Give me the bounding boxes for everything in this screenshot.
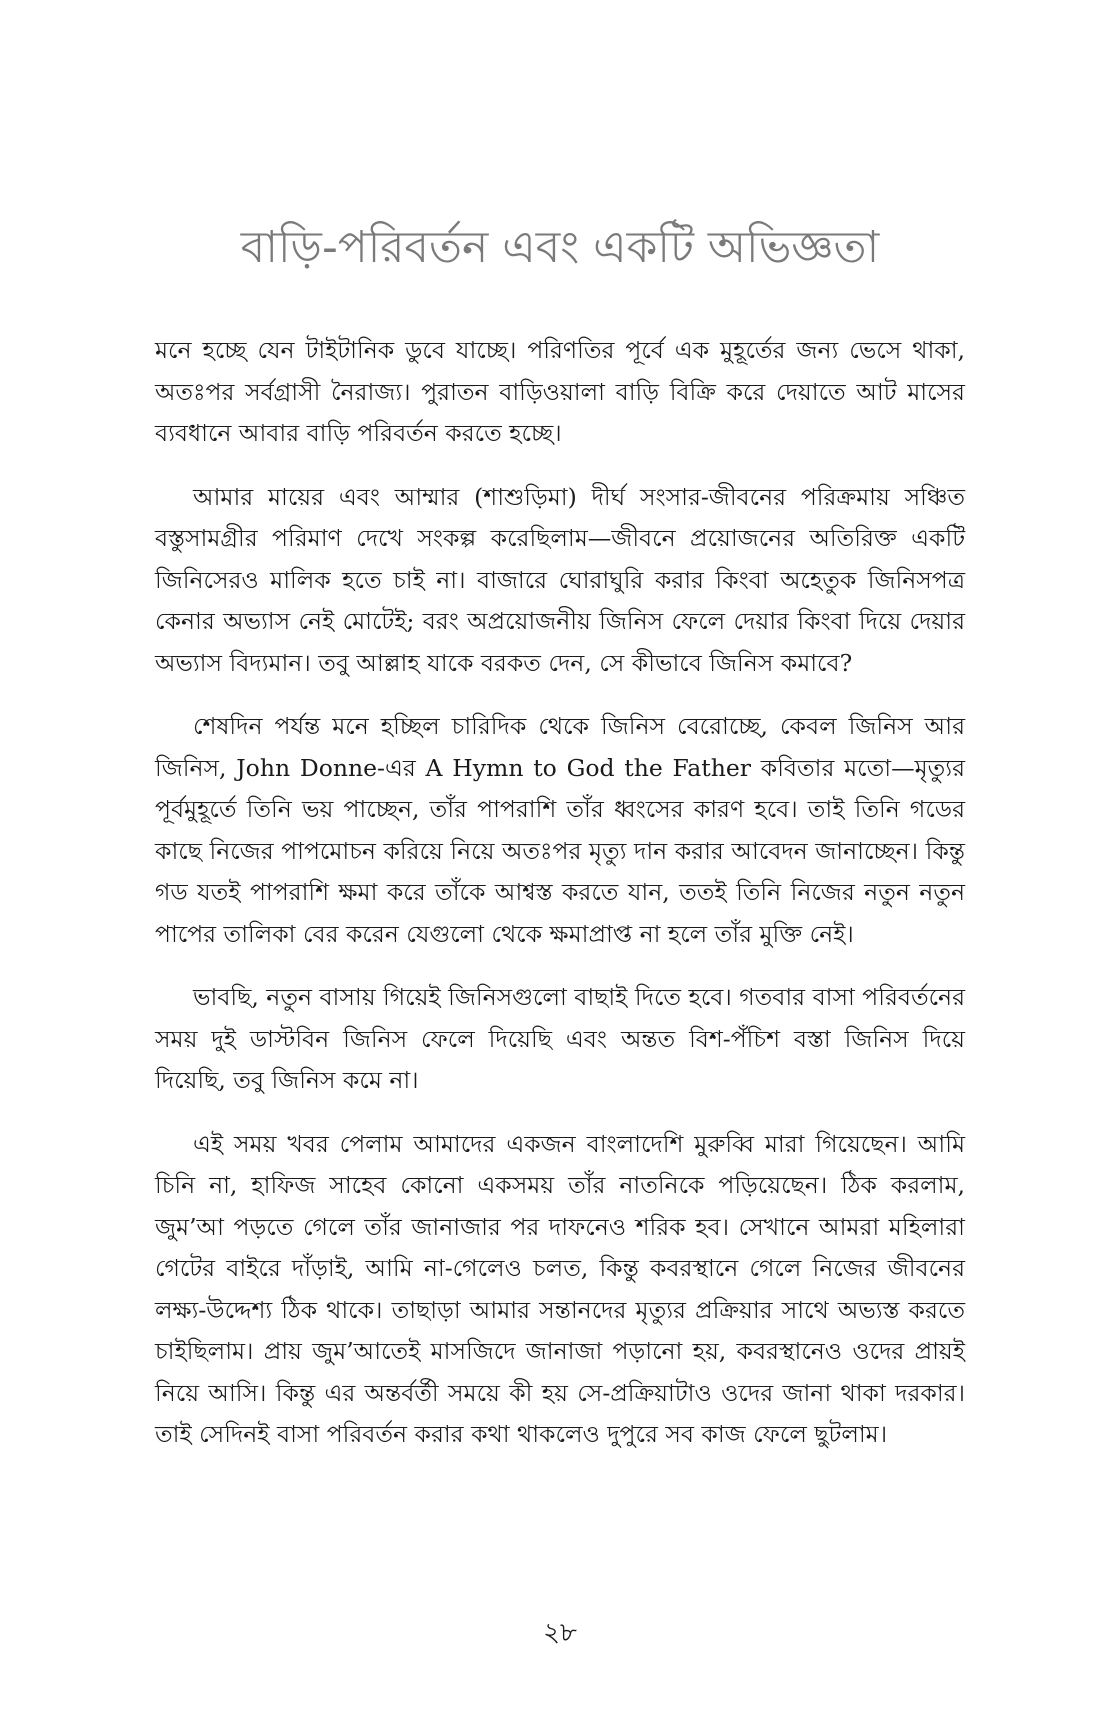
chapter-title: বাড়ি-পরিবর্তন এবং একটি অভিজ্ঞতা — [240, 222, 880, 273]
paragraph-4: ভাবছি, নতুন বাসায় গিয়েই জিনিসগুলো বাছাই দিতে হবে। গতবার বাসা পরিবর্তনের সময় দুই ডাস্টবিন জিনিস ফেলে দিয়েছি এবং অন্তত বিশ-পঁচিশ বস্তা জিনিস দিয়ে দিয়েছি, তবু জিনিস কমে না। — [155, 983, 965, 1094]
paragraph-5: এই সময় খবর পেলাম আমাদের একজন বাংলাদেশি মুরুব্বি মারা গিয়েছেন। আমি চিনি না, হাফিজ সাহেব কোনো একসময় তাঁর নাতনিকে পড়িয়েছেন। ঠিক করলাম, জুম’আ পড়তে গেলে তাঁর জানাজার পর দাফনেও শরিক হব। সেখানে আমরা মহিলারা গেটের বাইরে দাঁড়াই, আমি না-গেলেও চলত, কিন্তু কবরস্থানে গেলে নিজের জীবনের লক্ষ্য-উদ্দেশ্য ঠিক থাকে। তাছাড়া আমার সন্তানদের মৃত্যুর প্রক্রিয়ার সাথে অভ্যস্ত করতে চাইছিলাম। প্রায় জুম’আতেই মাসজিদে জানাজা পড়ানো হয়, কবরস্থানেও ওদের প্রায়ই নিয়ে আসি। কিন্তু এর অন্তর্বর্তী সময়ে কী হয় সে-প্রক্রিয়াটাও ওদের জানা থাকা দরকার। তাই সেদিনই বাসা পরিবর্তন করার কথা থাকলেও দুপুরে সব কাজ ফেলে ছুটলাম। — [155, 1129, 965, 1448]
page-number: ২৮ — [543, 1618, 577, 1648]
paragraph-3: শেষদিন পর্যন্ত মনে হচ্ছিল চারিদিক থেকে জিনিস বেরোচ্ছে, কেবল জিনিস আর জিনিস, John Donne-এর A Hymn to God the Father কবিতার মতো—মৃত্যুর পূর্বমুহূর্তে তিনি ভয় পাচ্ছেন, তাঁর পাপরাশি তাঁর ধ্বংসের কারণ হবে। তাই তিনি গডের কাছে নিজের পাপমোচন করিয়ে নিয়ে অতঃপর মৃত্যু দান করার আবেদন জানাচ্ছেন। কিন্তু গড যতই পাপরাশি ক্ষমা করে তাঁকে আশ্বস্ত করতে যান, ততই তিনি নিজের নতুন নতুন পাপের তালিকা বের করেন যেগুলো থেকে ক্ষমাপ্রাপ্ত না হলে তাঁর মুক্তি নেই। — [155, 712, 965, 948]
paragraph-2: আমার মায়ের এবং আম্মার (শাশুড়িমা) দীর্ঘ সংসার-জীবনের পরিক্রমায় সঞ্চিত বস্তুসামগ্রীর পরিমাণ দেখে সংকল্প করেছিলাম—জীবনে প্রয়োজনের অতিরিক্ত একটি জিনিসেরও মালিক হতে চাই না। বাজারে ঘোরাঘুরি করার কিংবা অহেতুক জিনিসপত্র কেনার অভ্যাস নেই মোটেই; বরং অপ্রয়োজনীয় জিনিস ফেলে দেয়ার কিংবা দিয়ে দেয়ার অভ্যাস বিদ্যমান। তবু আল্লাহ যাকে বরকত দেন, সে কীভাবে জিনিস কমাবে? — [155, 482, 965, 677]
body-text — [155, 330, 965, 1478]
paragraph-1: মনে হচ্ছে যেন টাইটানিক ডুবে যাচ্ছে। পরিণতির পূর্বে এক মুহূর্তের জন্য ভেসে থাকা, অতঃপর সর্বগ্রাসী নৈরাজ্য। পুরাতন বাড়িওয়ালা বাড়ি বিক্রি করে দেয়াতে আট মাসের ব্যবধানে আবার বাড়ি পরিবর্তন করতে হচ্ছে। — [155, 336, 965, 447]
